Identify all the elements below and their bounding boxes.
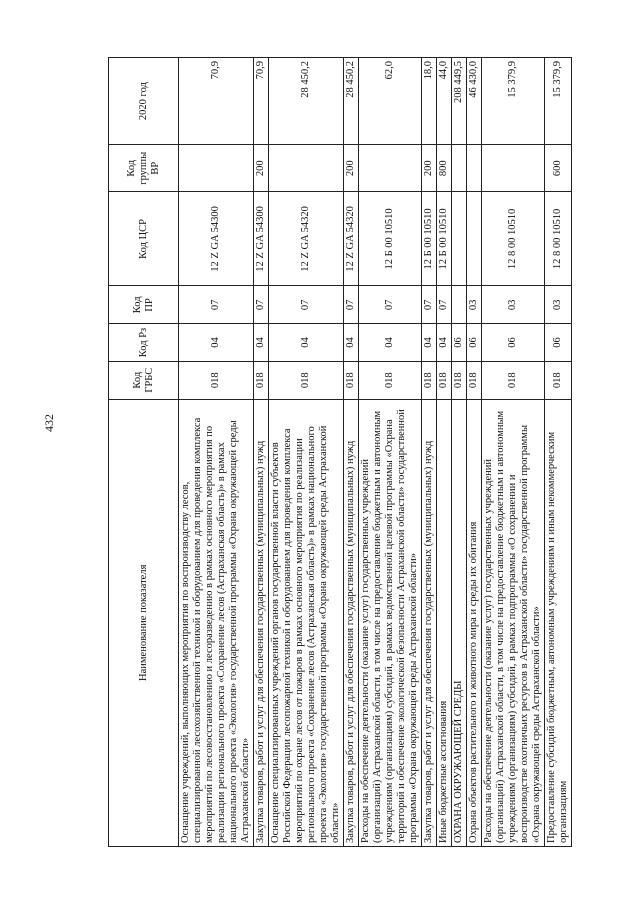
- row-csr: 12 Z GA 54300: [254, 192, 269, 286]
- row-grbs: 018: [452, 361, 467, 399]
- header-grbs: Код ГРБС: [109, 361, 179, 399]
- row-value: 15 379,9: [545, 58, 572, 145]
- table-row: [482, 58, 545, 847]
- row-vr: [452, 145, 467, 192]
- row-name: Иные бюджетные ассигнования: [437, 399, 452, 846]
- row-vr: [179, 145, 254, 192]
- budget-table: [108, 57, 572, 847]
- table-row: [467, 58, 482, 847]
- row-rz: 04: [269, 324, 344, 362]
- header-year: 2020 год: [109, 58, 179, 145]
- row-name: Закупка товаров, работ и услуг для обеспечения государственных (муниципальных) нужд: [422, 399, 437, 846]
- row-name: Закупка товаров, работ и услуг для обеспечения государственных (муниципальных) нужд: [344, 399, 359, 846]
- row-csr: 12 Z GA 54300: [179, 192, 254, 286]
- row-rz: 04: [437, 324, 452, 362]
- row-pr: 03: [467, 286, 482, 324]
- table-header-row: [109, 58, 179, 847]
- row-grbs: 018: [482, 361, 545, 399]
- table-row: [422, 58, 437, 847]
- row-rz: 04: [422, 324, 437, 362]
- row-grbs: 018: [269, 361, 344, 399]
- row-name: ОХРАНА ОКРУЖАЮЩЕЙ СРЕДЫ: [452, 399, 467, 846]
- row-grbs: 018: [254, 361, 269, 399]
- row-vr: 200: [422, 145, 437, 192]
- row-vr: [467, 145, 482, 192]
- page-number: 432: [42, 414, 56, 432]
- row-name: Оснащение специализированных учреждений органов государственной власти субъектов Российской Федерации лесопожарной техникой и оборудованием для проведения комплекса мероприятий по охране лесов от пожаров в рамках основного мероприятия по реализации регионального проекта «Сохранение лесов (Астраханская область)» в рамках национального проекта «Экология» государственной программы «Охрана окружающей среды Астраханской области»: [269, 399, 344, 846]
- row-vr: 200: [254, 145, 269, 192]
- table-row: [254, 58, 269, 847]
- table-row: [437, 58, 452, 847]
- table-row: [452, 58, 467, 847]
- row-value: 15 379,9: [482, 58, 545, 145]
- row-csr: 12 Б 00 10510: [422, 192, 437, 286]
- row-pr: 07: [344, 286, 359, 324]
- row-pr: 07: [437, 286, 452, 324]
- row-name: Охрана объектов растительного и животного мира и среды их обитания: [467, 399, 482, 846]
- row-rz: 06: [482, 324, 545, 362]
- row-name: Предоставление субсидий бюджетным, автономным учреждениям и иным некоммерческим организациям: [545, 399, 572, 846]
- row-csr: 12 Б 00 10510: [437, 192, 452, 286]
- row-csr: 12 Z GA 54320: [269, 192, 344, 286]
- row-vr: [269, 145, 344, 192]
- row-rz: 04: [179, 324, 254, 362]
- row-csr: 12 8 00 10510: [545, 192, 572, 286]
- row-name: Оснащение учреждений, выполняющих мероприятия по воспроизводству лесов, специализированной лесохозяйственной техникой и оборудованием для проведения комплекса мероприятий по лесовосстановлению и лесоразведению в рамках основного мероприятия по реализации регионального проекта «Сохранение лесов (Астраханская область)» в рамках национального проекта «Экология» государственной программы «Охрана окружающей среды Астраханской области»: [179, 399, 254, 846]
- row-csr: 12 Б 00 10510: [359, 192, 422, 286]
- row-value: 62,0: [359, 58, 422, 145]
- budget-table-rotated: [108, 57, 628, 847]
- row-grbs: 018: [545, 361, 572, 399]
- row-csr: [452, 192, 467, 286]
- header-csr: Код ЦСР: [109, 192, 179, 286]
- row-value: 208 449,5: [452, 58, 467, 145]
- row-value: 70,9: [254, 58, 269, 145]
- header-rz: Код Рз: [109, 324, 179, 362]
- row-value: 70,9: [179, 58, 254, 145]
- table-row: [344, 58, 359, 847]
- row-value: 44,0: [437, 58, 452, 145]
- header-pr: Код ПР: [109, 286, 179, 324]
- row-name: Расходы на обеспечение деятельности (оказание услуг) государственных учреждений (организаций) Астраханской области, в том числе на предоставление бюджетным и автономным учреждениям (организациям) субсидий, в рамках подпрограммы «О сохранении и воспроизводстве охотничьих ресурсов в Астраханской области» государственной программы «Охрана окружающей среды Астраханской области»: [482, 399, 545, 846]
- table-row: [179, 58, 254, 847]
- row-rz: 04: [359, 324, 422, 362]
- row-grbs: 018: [467, 361, 482, 399]
- row-pr: 03: [545, 286, 572, 324]
- row-vr: [359, 145, 422, 192]
- row-pr: 07: [254, 286, 269, 324]
- row-pr: [452, 286, 467, 324]
- row-rz: 06: [467, 324, 482, 362]
- row-vr: 800: [437, 145, 452, 192]
- row-grbs: 018: [344, 361, 359, 399]
- table-row: [545, 58, 572, 847]
- row-csr: 12 Z GA 54320: [344, 192, 359, 286]
- row-name: Закупка товаров, работ и услуг для обеспечения государственных (муниципальных) нужд: [254, 399, 269, 846]
- row-pr: 07: [269, 286, 344, 324]
- row-grbs: 018: [437, 361, 452, 399]
- row-pr: 07: [359, 286, 422, 324]
- row-grbs: 018: [422, 361, 437, 399]
- header-vr: Код группы ВР: [109, 145, 179, 192]
- header-name: Наименование показателя: [109, 399, 179, 846]
- row-rz: 06: [452, 324, 467, 362]
- row-value: 28 450,2: [344, 58, 359, 145]
- row-rz: 04: [344, 324, 359, 362]
- row-vr: [482, 145, 545, 192]
- row-value: 18,0: [422, 58, 437, 145]
- row-pr: 03: [482, 286, 545, 324]
- row-grbs: 018: [359, 361, 422, 399]
- row-value: 28 450,2: [269, 58, 344, 145]
- row-vr: 600: [545, 145, 572, 192]
- table-row: [269, 58, 344, 847]
- row-rz: 06: [545, 324, 572, 362]
- row-pr: 07: [179, 286, 254, 324]
- row-rz: 04: [254, 324, 269, 362]
- row-grbs: 018: [179, 361, 254, 399]
- row-csr: [467, 192, 482, 286]
- row-csr: 12 8 00 10510: [482, 192, 545, 286]
- row-name: Расходы на обеспечение деятельности (оказание услуг) государственных учреждений (организаций) Астраханской области, в том числе на предоставление бюджетным и автономным учреждениям (организациям) субсидий, в рамках ведомственной целевой программы «Охрана территорий и обеспечение экологической безопасности Астраханской области» государственной программы «Охрана окружающей среды Астраханской области»: [359, 399, 422, 846]
- row-pr: 07: [422, 286, 437, 324]
- table-row: [359, 58, 422, 847]
- row-value: 46 430,0: [467, 58, 482, 145]
- row-vr: 200: [344, 145, 359, 192]
